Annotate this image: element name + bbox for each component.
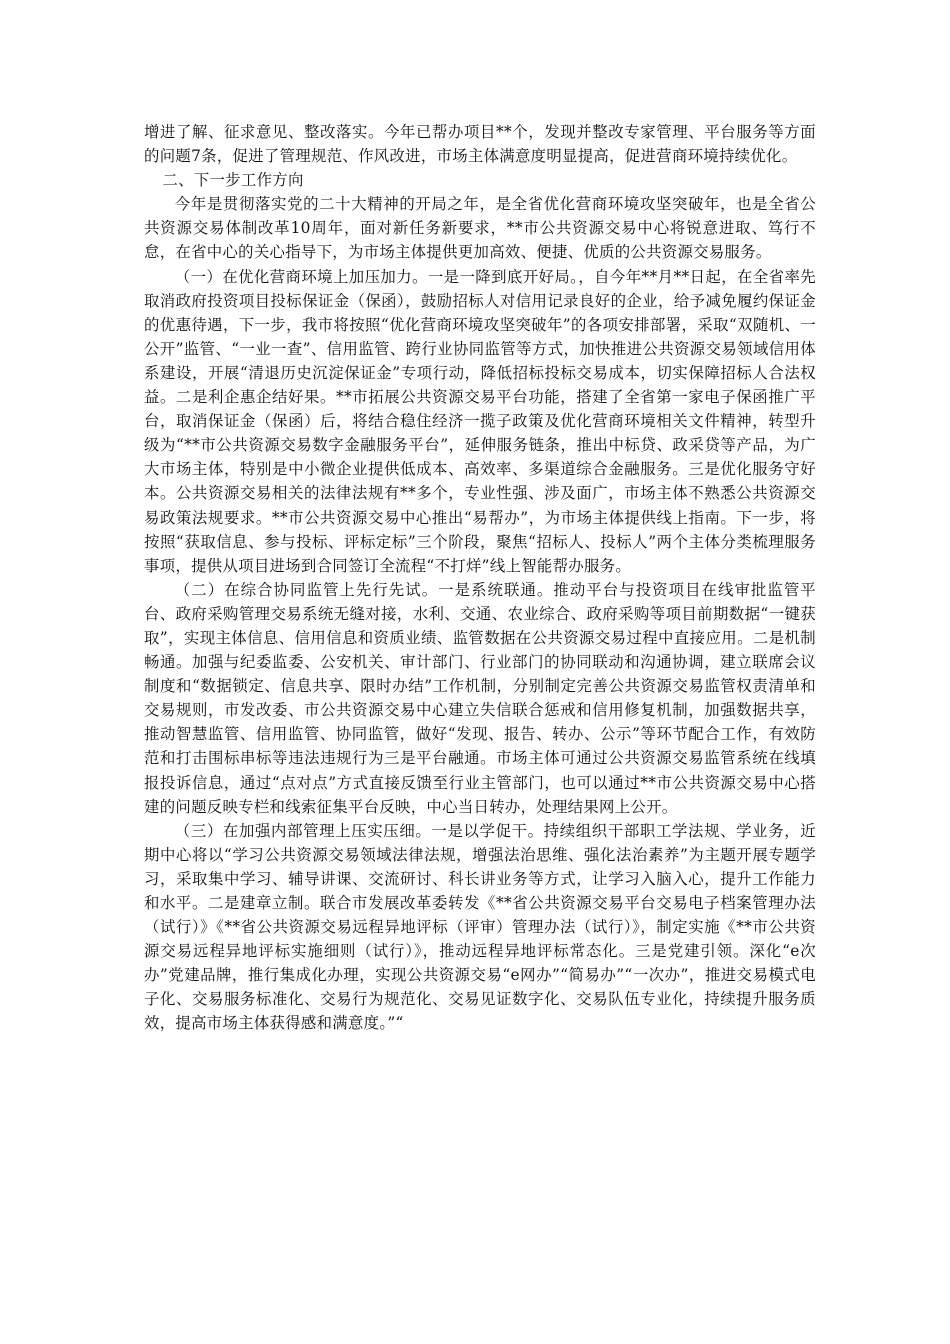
paragraph-coordinated-supervision: （二）在综合协同监管上先行先试。一是系统联通。推动平台与投资项目在线审批监管平台、政府采购管理交易系统无缝对接，水利、交通、农业综合、政府采购等项目前期数据“一键获取”，实现主体信息、信用信息和资质业绩、监管数据在公共资源交易过程中直接应用。二是机制畅通。加强与纪委监委、公安机关、审计部门、行业部门的协同联动和沟通协调，建立联席会议制度和“数据锁定、信息共享、限时办结”工作机制，分别制定完善公共资源交易监管权责清单和交易规则，市发改委、市公共资源交易中心建立失信联合惩戒和信用修复机制，加强数据共享，推动智慧监管、信用监管、协同监管，做好“发现、报告、转办、公示”等环节配合工作，有效防范和打击围标串标等违法违规行为三是平台融通。市场主体可通过公共资源交易监管系统在线填报投诉信息，通过“点对点”方式直接反馈至行业主管部门，也可以通过**市公共资源交易中心搭建的问题反映专栏和线索征集平台反映，中心当日转办，处理结果网上公开。 [144,580,816,816]
paragraph-business-environment: （一）在优化营商环境上加压加力。一是一降到底开好局。，自今年**月**日起，在全省率先取消政府投资项目投标保证金（保函），鼓励招标人对信用记录良好的企业，给予减免履约保证金的优惠待遇，下一步，我市将按照“优化营商环境攻坚突破年”的各项安排部署，采取“双随机、一公开”监管、“一业一查”、信用监管、跨行业协同监管等方式，加快推进公共资源交易领域信用体系建设，开展“清退历史沉淀保证金”专项行动，降低招标投标交易成本，切实保障招标人合法权益。二是利企惠企结好果。**市拓展公共资源交易平台功能，搭建了全省第一家电子保函推广平台，取消保证金（保函）后，将结合稳住经济一揽子政策及优化营商环境相关文件精神，转型升级为“**市公共资源交易数字金融服务平台”，延伸服务链条，推出中标贷、政采贷等产品，为广大市场主体，特别是中小微企业提供低成本、高效率、多渠道综合金融服务。三是优化服务守好本。公共资源交易相关的法律法规有**多个，专业性强、涉及面广，市场主体不熟悉公共资源交易政策法规要求。**市公共资源交易中心推出“易帮办”，为市场主体提供线上指南。下一步，将按照“获取信息、参与投标、评标定标”三个阶段，聚焦“招标人、投标人”两个主体分类梳理服务事项，提供从项目进场到合同签订全流程“不打烊”线上智能帮办服务。 [144,267,816,575]
section-heading: 二、下一步工作方向 [162,171,304,190]
paragraph-internal-management: （三）在加强内部管理上压实压细。一是以学促干。持续组织干部职工学法规、学业务，近期中心将以“学习公共资源交易领域法律法规，增强法治思维、强化法治素养”为主题开展专题学习，采取集中学习、辅导讲课、交流研讨、科长讲业务等方式，让学习入脑入心，提升工作能力和水平。二是建章立制。联合市发展改革委转发《**省公共资源交易平台交易电子档案管理办法（试行）》《**省公共资源交易远程异地评标（评审）管理办法（试行）》，制定实施《**市公共资源交易远程异地评标实施细则（试行）》，推动远程异地评标常态化。三是党建引领。深化“e次办”党建品牌，推行集成化办理，实现公共资源交易“e网办”“简易办”“一次办”，推进交易模式电子化、交易服务标准化、交易行为规范化、交易见证数字化、交易队伍专业化，持续提升服务质效，提高市场主体获得感和满意度。”“ [144,821,816,1033]
paragraph-intro: 今年是贯彻落实党的二十大精神的开局之年，是全省优化营商环境攻坚突破年，也是全省公共资源交易体制改革10周年，面对新任务新要求，**市公共资源交易中心将锐意进取、笃行不怠，在省中心的关心指导下，为市场主体提供更加高效、便捷、优质的公共资源交易服务。 [144,195,816,262]
document-page [144,120,816,1036]
paragraph-continuation: 增进了解、征求意见、整改落实。今年已帮办项目**个，发现并整改专家管理、平台服务等方面的问题7条，促进了管理规范、作风改进，市场主体满意度明显提高，促进营商环境持续优化。 [144,123,816,166]
